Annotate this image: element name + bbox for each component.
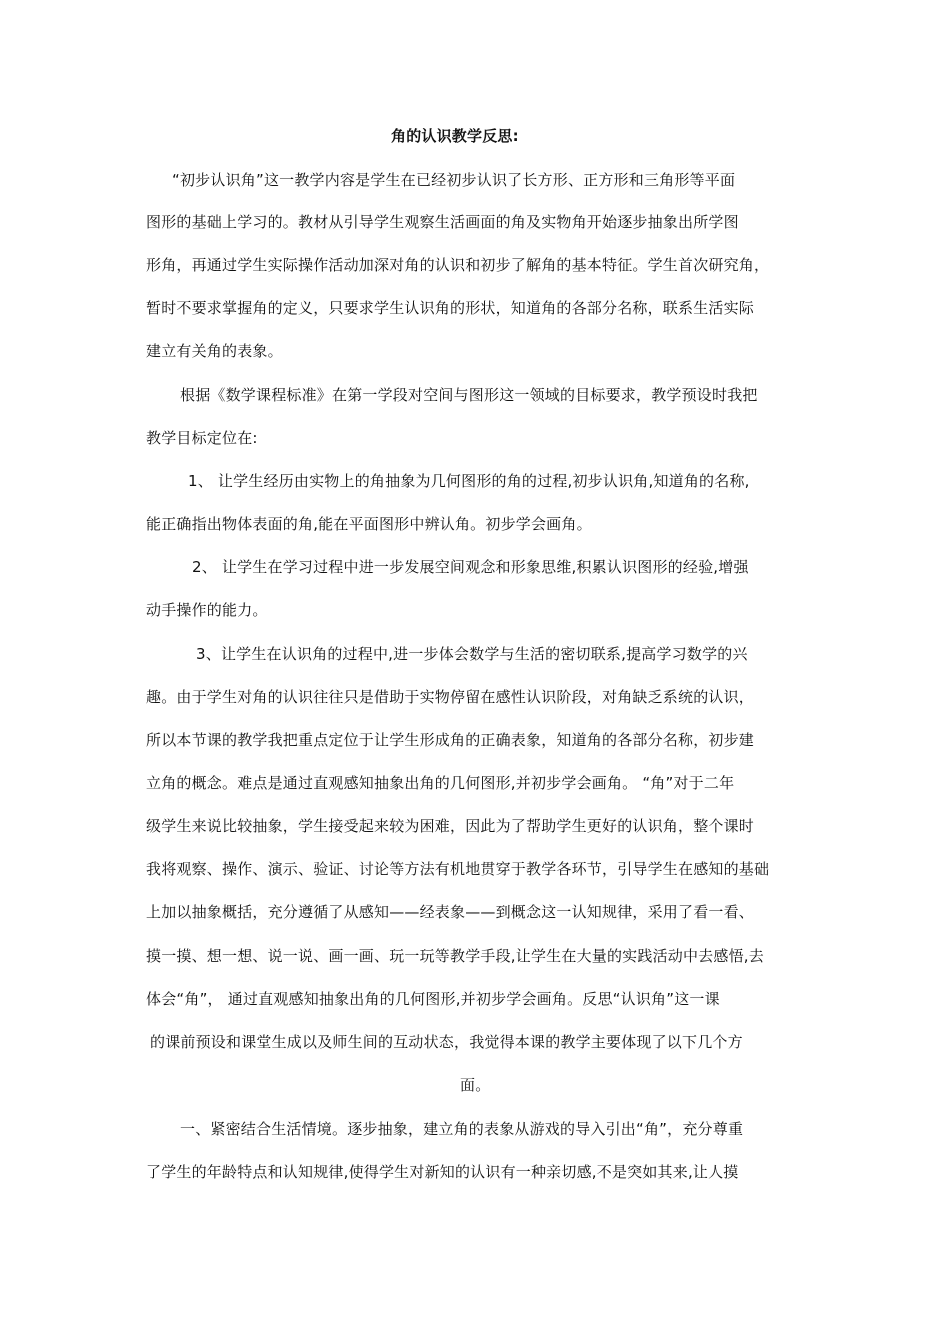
document-title: 角的认识教学反思: (391, 127, 519, 145)
paragraph-line: 图形的基础上学习的。教材从引导学生观察生活画面的角及实物角开始逐步抽象出所学图 (146, 213, 739, 231)
paragraph-line: 根据《数学课程标准》在第一学段对空间与图形这一领域的目标要求，教学预设时我把 (180, 386, 758, 404)
paragraph-line: 我将观察、操作、演示、验证、讨论等方法有机地贯穿于教学各环节，引导学生在感知的基础 (146, 860, 770, 878)
paragraph-line: 摸一摸、想一想、说一说、画一画、玩一玩等教学手段,让学生在大量的实践活动中去感悟,去 (146, 947, 764, 965)
paragraph-line: 了学生的年龄特点和认知规律,使得学生对新知的认识有一种亲切感,不是突如其来,让人摸 (146, 1163, 739, 1181)
list-item-line: 动手操作的能力。 (146, 601, 268, 619)
paragraph-line: 的课前预设和课堂生成以及师生间的互动状态，我觉得本课的教学主要体现了以下几个方 (150, 1033, 743, 1051)
paragraph-line: 立角的概念。难点是通过直观感知抽象出角的几何图形,并初步学会画角。 “角”对于二年 (146, 774, 735, 792)
paragraph-line: 上加以抽象概括，充分遵循了从感知——经表象——到概念这一认知规律，采用了看一看、 (146, 903, 755, 921)
paragraph-line: 暂时不要求掌握角的定义，只要求学生认识角的形状，知道角的各部分名称，联系生活实际 (146, 299, 755, 317)
list-item-line: 3、让学生在认识角的过程中,进一步体会数学与生活的密切联系,提高学习数学的兴 (196, 645, 748, 663)
paragraph-line: 教学目标定位在: (146, 429, 258, 447)
paragraph-line: 体会“角”， 通过直观感知抽象出角的几何图形,并初步学会画角。反思“认识角”这一课 (146, 990, 720, 1008)
list-item-line: 1、 让学生经历由实物上的角抽象为几何图形的角的过程,初步认识角,知道角的名称, (188, 472, 750, 490)
list-item-line: 2、 让学生在学习过程中进一步发展空间观念和形象思维,积累认识图形的经验,增强 (192, 558, 749, 576)
paragraph-line: 所以本节课的教学我把重点定位于让学生形成角的正确表象，知道角的各部分名称，初步建 (146, 731, 755, 749)
paragraph-line: 趣。由于学生对角的认识往往只是借助于实物停留在感性认识阶段，对角缺乏系统的认识， (146, 688, 755, 706)
paragraph-line: “初步认识角”这一教学内容是学生在已经初步认识了长方形、正方形和三角形等平面 (172, 171, 736, 189)
paragraph-line: 级学生来说比较抽象，学生接受起来较为困难，因此为了帮助学生更好的认识角，整个课时 (146, 817, 755, 835)
paragraph-line: 一、紧密结合生活情境。逐步抽象，建立角的表象从游戏的导入引出“角”，充分尊重 (180, 1120, 744, 1138)
paragraph-line: 形角，再通过学生实际操作活动加深对角的认识和初步了解角的基本特征。学生首次研究角， (146, 256, 770, 274)
list-item-line: 能正确指出物体表面的角,能在平面图形中辨认角。初步学会画角。 (146, 515, 592, 533)
paragraph-line: 建立有关角的表象。 (146, 342, 283, 360)
paragraph-line: 面。 (460, 1076, 491, 1094)
